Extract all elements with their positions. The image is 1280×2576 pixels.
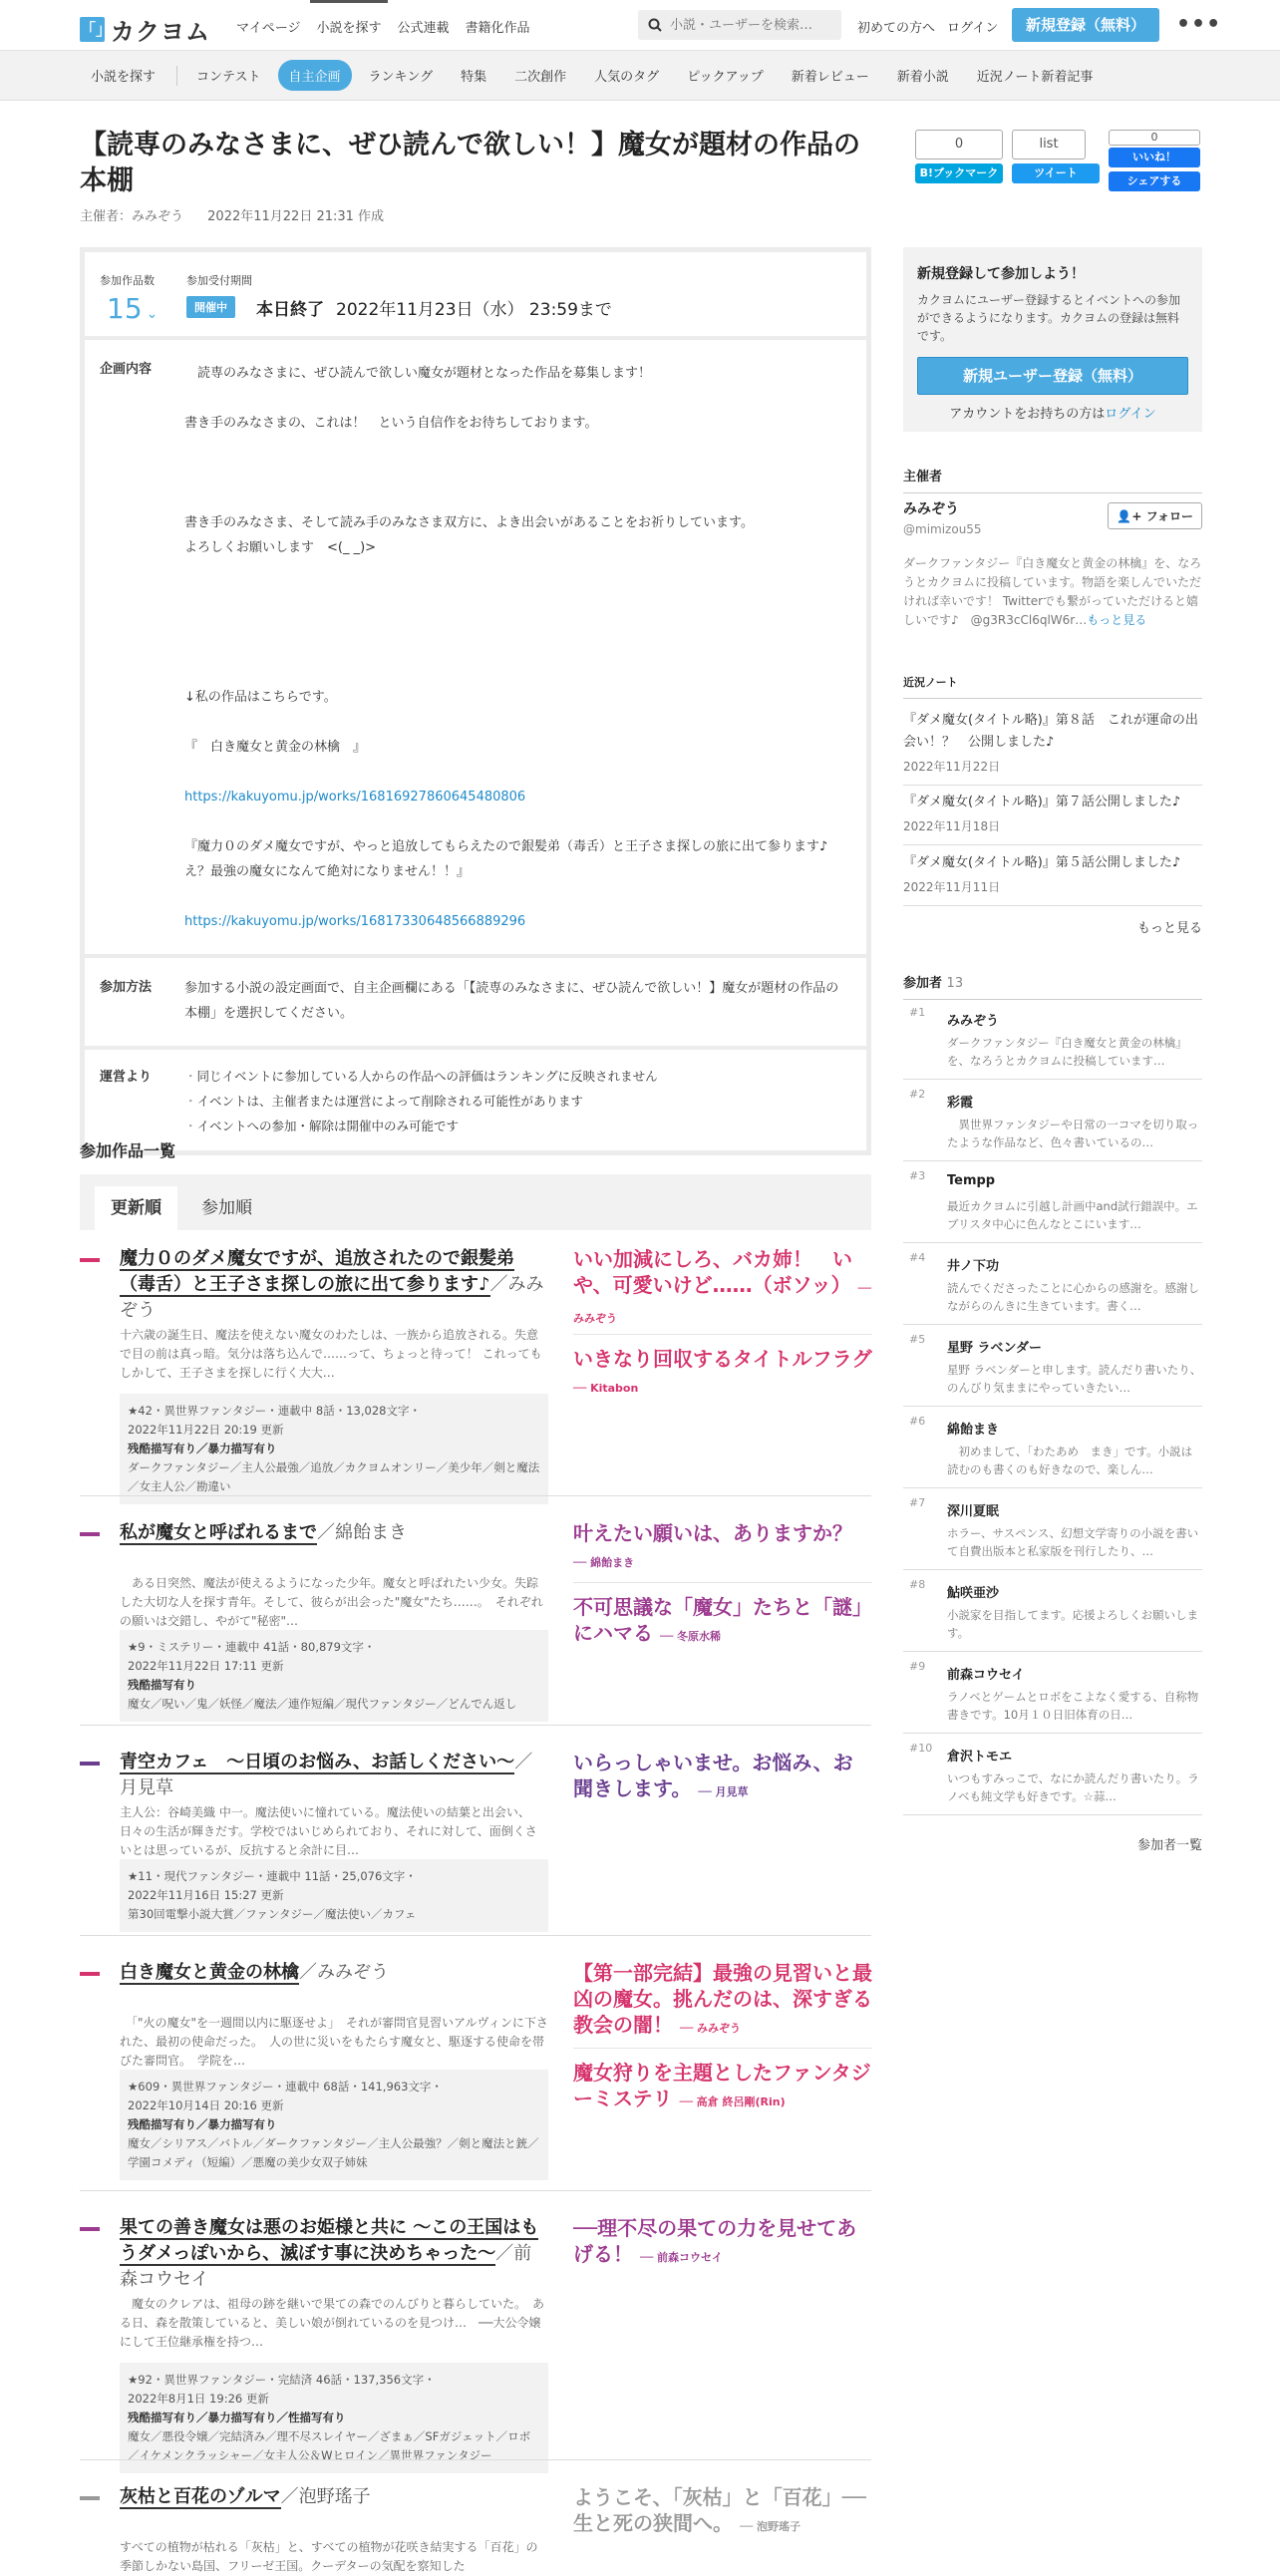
join-login-link[interactable]: ログイン — [1105, 407, 1156, 422]
catch-author: ── 高倉 終呂剛(Rin) — [679, 2095, 786, 2108]
participant-desc: いつもすみっこで、なにか読んだり書いたり。ラノベも純文学も好きです。☆蒜… — [947, 1771, 1199, 1803]
participant-item[interactable] — [903, 1409, 1202, 1488]
note-item[interactable] — [903, 792, 1202, 845]
work-meta-box — [120, 1394, 548, 1504]
work-title-link[interactable]: 灰枯と百花のゾルマ — [120, 2486, 281, 2507]
description-line — [184, 386, 846, 411]
logo[interactable] — [80, 12, 210, 47]
note-title[interactable]: 『ダメ魔女(タイトル略)』第８話 これが運命の出会い！？ 公開しました♪ — [903, 713, 1198, 750]
work-divider — [80, 2190, 871, 2191]
event-info-box — [80, 247, 871, 1155]
created-date: 2022年11月22日 21:31 作成 — [207, 209, 385, 224]
entry-count-value: 15 — [107, 292, 143, 325]
participant-desc: ダークファンタジー『白き魔女と黄金の林檎』を、なろうとカクヨムに投稿しています… — [947, 1036, 1187, 1068]
work-author[interactable]: ／泡野瑤子 — [280, 2486, 371, 2507]
catch-text: ようこそ、「灰枯」と「百花」──生と死の狭間へ。 — [573, 2485, 866, 2535]
participant-rank: #5 — [909, 1333, 926, 1346]
nav-books[interactable]: 書籍化作品 — [465, 21, 530, 36]
participant-name[interactable]: 鮎咲亜沙 — [947, 1586, 1000, 1601]
method-label: 参加方法 — [100, 980, 153, 995]
subnav-ranking[interactable]: ランキング — [368, 70, 434, 85]
hatena-widget — [915, 130, 1003, 183]
catch-divider — [573, 1334, 872, 1335]
participant-item[interactable] — [903, 1245, 1202, 1325]
participants-all-link[interactable]: 参加者一覧 — [1136, 1838, 1202, 1853]
description-line: 『 白き魔女と黄金の林檎 』 — [184, 740, 367, 755]
notes-heading: 近況ノート — [903, 674, 1202, 699]
work-warnings: 残酷描写有り／暴力描写有り — [128, 1442, 277, 1455]
participant-desc: ラノベとゲームとロボをこよなく愛する、自称物書きです。10月１０日旧体育の日… — [947, 1690, 1199, 1722]
participant-name[interactable]: 深川夏眠 — [947, 1504, 1000, 1519]
work-meta-box — [120, 2363, 548, 2473]
work-meta-box — [120, 2070, 548, 2180]
note-item[interactable] — [903, 852, 1202, 906]
work-title-row — [120, 2484, 548, 2510]
participants-heading — [903, 972, 1202, 1000]
participant-item[interactable] — [903, 1163, 1202, 1243]
follow-user-icon: 👤+ — [1117, 509, 1142, 523]
participant-rank: #10 — [909, 1742, 933, 1755]
join-box — [903, 247, 1202, 432]
register-button[interactable]: 新規登録（無料） — [1012, 8, 1159, 42]
participant-item[interactable] — [903, 1736, 1202, 1815]
description-line — [184, 461, 846, 485]
description-line: 書き手のみなさまの、これは！ という自信作をお待ちしております。 — [184, 416, 598, 431]
work-tags[interactable]: 魔女／シリアス／バトル／ダークファンタジー／主人公最強？／剣と魔法と銃／学園コメディ（短編）／悪魔の美少女双子姉妹 — [128, 2136, 539, 2169]
logo-text: カクヨム — [111, 18, 210, 46]
ends-today: 本日終了 — [256, 300, 324, 320]
participant-name[interactable]: 倉沢トモエ — [947, 1750, 1013, 1765]
description-line — [184, 635, 846, 660]
work-divider — [80, 1725, 871, 1726]
description-line — [184, 436, 846, 461]
participants-count: 13 — [946, 976, 964, 991]
work-updated: 2022年8月1日 19:26 更新 — [128, 2392, 269, 2406]
work-title-row — [120, 1960, 548, 1986]
logo-mark: 「」 — [80, 17, 105, 42]
page-title: 【読専のみなさまに、ぜひ読んで欲しい！】魔女が題材の作品の本棚 — [80, 130, 860, 196]
work-color-bar — [80, 2496, 100, 2500]
period-label: 参加受付期間 — [186, 274, 252, 287]
work-description: 十六歳の誕生日、魔法を使えない魔女のわたしは、一族から追放される。失意で目の前は真っ暗。気分は落ち込んで……って、ちょっと待って！ これってもしかして、王子さまを探しに行く大大… — [120, 1328, 542, 1380]
note-date: 2022年11月22日 — [903, 760, 1001, 774]
catchphrase[interactable] — [573, 1246, 872, 1332]
catchphrase[interactable] — [573, 1960, 872, 2042]
work-description: すべての植物が枯れる「灰枯」と、すべての植物が花咲き結実する「百花」の季節しかない島国、フリーゼ王国。クーデターの気配を察知した — [120, 2540, 538, 2573]
work-author[interactable]: ／前森コウセイ — [120, 2243, 532, 2290]
note-date: 2022年11月11日 — [903, 880, 1001, 894]
work-warnings: 残酷描写有り — [128, 1678, 196, 1692]
subnav-fanworks[interactable]: 二次創作 — [514, 70, 567, 85]
description-line — [184, 760, 846, 785]
work-divider — [80, 1935, 871, 1936]
participant-name[interactable]: 彩霞 — [947, 1096, 974, 1111]
join-login-text: アカウントをお持ちの方は — [949, 407, 1106, 422]
work-description: 主人公：谷崎美織 中一。魔法使いに憧れている。魔法使いの結葉と出会い、日々の生活が輝きだす。学校ではいじめられており、それに対して、面倒くさいとは思っているが、反抗すると余計に目… — [120, 1805, 537, 1857]
catch-divider — [573, 1582, 872, 1583]
note-item[interactable] — [903, 710, 1202, 786]
subnav-popular-tags[interactable]: 人気のタグ — [594, 70, 660, 85]
participant-name[interactable]: 星野 ラベンダー — [947, 1341, 1043, 1356]
admin-note: ・ イベントは、主催者または運営によって削除される可能性があります — [184, 1089, 846, 1114]
works-tabs — [80, 1174, 871, 1230]
work-updated: 2022年11月16日 15:27 更新 — [128, 1888, 284, 1902]
host-card — [903, 498, 1202, 630]
catch-text: ──理不尽の果ての力を見せてあげる！ — [573, 2216, 857, 2266]
host-id: @mimizou55 — [903, 522, 982, 536]
work-author[interactable]: ／綿飴まき — [317, 1522, 407, 1543]
event-description — [184, 358, 846, 934]
fb-like-button[interactable]: いいね！ — [1109, 148, 1200, 167]
participant-desc: 初めまして、「わたあめ まき」です。小説は読むのも書くのも好きなので、楽しん… — [947, 1445, 1193, 1476]
description-line: ↓私の作品はこちらです。 — [184, 690, 337, 705]
facebook-widget — [1109, 130, 1200, 191]
sub-nav — [0, 51, 1280, 101]
search-icon — [648, 18, 662, 32]
subnav-new-notes[interactable]: 近況ノート新着記事 — [976, 70, 1094, 85]
follow-button[interactable] — [1108, 502, 1202, 529]
work-title-link[interactable]: 私が魔女と呼ばれるまで — [120, 1522, 317, 1543]
catch-author: ── 綿飴まき — [573, 1556, 635, 1569]
subnav-features[interactable]: 特集 — [461, 70, 487, 85]
status-badge: 開催中 — [186, 296, 235, 318]
work-url-link[interactable]: https://kakuyomu.jp/works/16817330648566889296 — [184, 914, 526, 929]
catchphrase[interactable] — [573, 2484, 872, 2540]
work-color-bar — [80, 1972, 100, 1976]
participant-desc: 小説家を目指してます。応援よろしくお願いします。 — [947, 1608, 1199, 1640]
subnav-new-novels[interactable]: 新着小説 — [896, 70, 949, 85]
participant-rank: #3 — [909, 1169, 926, 1182]
participant-item[interactable] — [903, 1327, 1202, 1407]
catchphrase[interactable] — [573, 1594, 872, 1650]
count-label: 参加作品数 — [100, 274, 155, 287]
admin-notes — [184, 1064, 846, 1138]
participant-rank: #7 — [909, 1496, 926, 1509]
work-stats: ★9・ミステリー・連載中 41話・80,879文字・ — [128, 1640, 376, 1654]
participant-rank: #4 — [909, 1251, 926, 1264]
subnav-divider — [176, 66, 177, 86]
page-meta — [80, 205, 404, 224]
participant-name[interactable]: Tempp — [947, 1173, 996, 1188]
host-desc-text: ダークファンタジー『白き魔女と黄金の林檎』を、なろうとカクヨムに投稿しています。物語を楽しんでいただければ幸いです！ Twitterでも繋がっていただけると嬉しいです♪ @g3R3cCl6qlW6r… — [903, 556, 1202, 627]
work-author[interactable]: ／月見草 — [120, 1752, 533, 1798]
participants-label: 参加者 — [903, 976, 943, 991]
list-widget — [1012, 130, 1100, 183]
login-link[interactable]: ログイン — [947, 21, 999, 36]
work-color-bar — [80, 2227, 100, 2231]
participant-item[interactable] — [903, 1654, 1202, 1734]
participant-name[interactable]: 綿飴まき — [947, 1423, 1000, 1438]
description-line — [184, 585, 846, 610]
work-color-bar — [80, 1258, 100, 1262]
hatena-count: 0 — [915, 130, 1003, 160]
work-title-link[interactable]: 青空カフェ ～日頃のお悩み、お話しください～ — [120, 1752, 515, 1772]
global-nav — [230, 0, 540, 51]
catch-author: ── みみぞう — [573, 1282, 871, 1325]
participant-rank: #8 — [909, 1578, 926, 1591]
work-stats: ★609・異世界ファンタジー・連載中 68話・141,963文字・ — [128, 2080, 443, 2093]
event-admin-section — [85, 1050, 866, 1150]
tab-updated[interactable]: 更新順 — [95, 1186, 177, 1230]
work-tags[interactable]: 魔女／悪役令嬢／完結済み／理不尽スレイヤー／ざまぁ／SFガジェット／ロボ／イケメンクラッシャー／女主人公＆Wヒロイン／異世界ファンタジー — [128, 2429, 531, 2462]
description-line — [184, 485, 846, 510]
work-title-link[interactable]: 果ての善き魔女は悪のお姫様と共に ～この王国はもうダメっぽいから、滅ぼす事に決めちゃった～ — [120, 2217, 539, 2264]
note-title[interactable]: 『ダメ魔女(タイトル略)』第５話公開しました♪ — [903, 855, 1181, 870]
description-line: 『魔力０のダメ魔女ですが、やっと追放してもらえたので銀髪弟（毒舌）と王子さま探しの旅に出て参ります♪ え？最強の魔女になんて絶対になりません！！』 — [184, 839, 841, 879]
first-time-link[interactable]: 初めての方へ — [857, 21, 936, 36]
catch-author: ── みみぞう — [679, 2022, 742, 2035]
catch-text: 不可思議な「魔女」たちと「謎」にハマる — [573, 1595, 872, 1645]
participant-item[interactable] — [903, 1000, 1202, 1080]
participant-rank: #1 — [909, 1006, 926, 1019]
description-line — [184, 884, 846, 909]
participant-name[interactable]: みみぞう — [947, 1014, 1000, 1029]
host-description — [903, 554, 1202, 630]
event-header — [85, 252, 866, 340]
participant-item[interactable] — [903, 1490, 1202, 1570]
catch-text: いきなり回収するタイトルフラグ — [573, 1347, 872, 1371]
join-register-button[interactable]: 新規ユーザー登録（無料） — [917, 357, 1188, 395]
follow-label: フォロー — [1145, 509, 1193, 523]
work-description: 「"火の魔女"を一週間以内に駆逐せよ」 それが審問官見習いアルヴィンに下された、最初の使命だった。 人の世に災いをもたらす魔女と、駆逐する使命を帯びた審問官。 学院を… — [120, 2016, 548, 2068]
participant-item[interactable] — [903, 1572, 1202, 1652]
nav-find-novels[interactable]: 小説を探す — [310, 0, 387, 51]
join-text: カクヨムにユーザー登録するとイベントへの参加ができるようになります。カクヨムの登録は無料です。 — [917, 293, 1181, 343]
admin-label: 運営より — [100, 1070, 153, 1085]
participant-desc: 読んでくださったことに心からの感謝を。感謝しながらのんきに生きています。書く… — [947, 1281, 1199, 1313]
search-input[interactable] — [670, 18, 829, 33]
work-stats: ★11・現代ファンタジー・連載中 11話・25,076文字・ — [128, 1869, 417, 1883]
description-line: 書き手のみなさま、そして読み手のみなさま双方に、よき出会いがあることをお祈りしています。 — [184, 515, 754, 530]
work-color-bar — [80, 1762, 100, 1766]
work-author[interactable]: ／みみぞう — [120, 1274, 544, 1321]
subnav-find[interactable]: 小説を探す — [91, 70, 157, 85]
note-title[interactable]: 『ダメ魔女(タイトル略)』第７話公開しました♪ — [903, 795, 1181, 809]
participant-desc: 最近カクヨムに引越し計画中and試行錯誤中。エブリスタ中心に色んなとこにいます… — [947, 1199, 1198, 1231]
participant-rank: #6 — [909, 1415, 926, 1428]
search-box[interactable] — [638, 10, 841, 40]
work-tags[interactable]: 第30回電撃小説大賞／ファンタジー／魔法使い／カフェ — [128, 1907, 417, 1921]
work-title-link[interactable]: 白き魔女と黄金の林檎 — [120, 1962, 299, 1983]
list-box[interactable]: list — [1012, 130, 1086, 160]
host-more-link[interactable]: もっと見る — [1087, 613, 1147, 627]
catch-text: いらっしゃいませ。お悩み、お聞きします。 — [573, 1751, 853, 1800]
end-date — [256, 295, 612, 320]
subnav-new-reviews[interactable]: 新着レビュー — [791, 70, 869, 85]
method-text: 参加する小説の設定画面で、自主企画欄にある「【読専のみなさまに、ぜひ読んで欲しい！】魔女が題材の作品の本棚」を選択してください。 — [184, 981, 839, 1021]
works-heading: 参加作品一覧 — [80, 1141, 176, 1160]
catchphrase[interactable] — [573, 2215, 872, 2271]
subnav-contest[interactable]: コンテスト — [196, 70, 261, 85]
catch-author: ── 前森コウセイ — [639, 2251, 723, 2264]
description-line: よろしくお願いします <(_ _)> — [184, 540, 377, 555]
catch-author: ── 冬原水稀 — [659, 1630, 722, 1643]
catch-author: ── 月見草 — [698, 1785, 749, 1798]
catch-divider — [573, 2048, 872, 2049]
more-menu-icon[interactable]: ••• — [1176, 12, 1222, 37]
work-title-row — [120, 1520, 548, 1546]
entry-count[interactable] — [107, 292, 158, 325]
description-line — [184, 809, 846, 834]
work-title-row — [120, 1750, 548, 1801]
work-updated: 2022年11月22日 17:11 更新 — [128, 1659, 284, 1673]
work-divider — [80, 1495, 871, 1496]
work-updated: 2022年10月14日 20:16 更新 — [128, 2098, 284, 2112]
fb-count: 0 — [1109, 130, 1200, 146]
description-line: 読専のみなさまに、ぜひ読んで欲しい魔女が題材となった作品を募集します！ — [184, 366, 652, 381]
note-date: 2022年11月18日 — [903, 819, 1001, 833]
work-title-link[interactable]: 魔力０のダメ魔女ですが、追放されたので銀髪弟（毒舌）と王子さま探しの旅に出て参ります♪ — [120, 1248, 514, 1295]
work-url-link[interactable]: https://kakuyomu.jp/works/16816927860645480806 — [184, 790, 526, 805]
description-line — [184, 710, 846, 735]
work-title-row — [120, 1246, 548, 1324]
participant-desc: 異世界ファンタジーや日常の一コマを切り取ったような作品など、色々書いているの… — [947, 1118, 1199, 1149]
join-login — [917, 403, 1188, 422]
work-warnings: 残酷描写有り／暴力描写有り — [128, 2117, 277, 2131]
work-title-row — [120, 2215, 548, 2293]
catchphrase[interactable] — [573, 1750, 872, 1805]
description-line — [184, 610, 846, 635]
fb-share-button[interactable]: シェアする — [1109, 171, 1200, 191]
organizer-label[interactable]: 主催者：みみぞう — [80, 209, 184, 224]
work-description: ある日突然、魔法が使えるようになった少年。魔女と呼ばれたい少女。失踪した大切な人を探す青年。そして、彼らが出会った"魔女"たち……。 それぞれの願いは交錯し、やがて"秘密"… — [120, 1576, 543, 1628]
global-header — [0, 0, 1280, 51]
admin-note: ・ イベントへの参加・解除は開催中のみ可能です — [184, 1114, 846, 1138]
nav-mypage[interactable]: マイページ — [236, 21, 301, 36]
catch-text: いい加減にしろ、バカ姉！ いや、可愛いけど……（ボソッ） — [573, 1247, 852, 1297]
catch-text: 【第一部完結】最強の見習いと最凶の魔女。挑んだのは、深すぎる教会の闇！ — [573, 1961, 872, 2037]
work-description: 魔女のクレアは、祖母の跡を継いで果ての森でのんびりと暮らしていた。 ある日、森を散策していると、美しい娘が倒れているのを見つけ… ──大公令嬢にして王位継承権を持つ… — [120, 2297, 545, 2349]
join-title: 新規登録して参加しよう！ — [917, 266, 1085, 282]
hatena-bookmark-button[interactable]: B!ブックマーク — [915, 163, 1003, 183]
participant-desc: 星野 ラベンダーと申します。読んだり書いたり、のんびり気ままにやっていきたい… — [947, 1363, 1202, 1395]
end-date-value: 2022年11月23日（水） 23:59まで — [336, 300, 612, 320]
work-stats: ★42・異世界ファンタジー・連載中 8話・13,028文字・ — [128, 1404, 421, 1418]
tweet-button[interactable]: ツイート — [1012, 163, 1100, 183]
work-tags[interactable]: 魔女／呪い／鬼／妖怪／魔法／連作短編／現代ファンタジー／どんでん返し — [128, 1697, 517, 1711]
host-heading: 主催者 — [903, 466, 1202, 493]
participant-name[interactable]: 前森コウセイ — [947, 1668, 1025, 1683]
work-updated: 2022年11月22日 20:19 更新 — [128, 1423, 284, 1437]
catch-author: ── 泡野瑤子 — [739, 2520, 801, 2533]
host-name[interactable]: みみぞう — [903, 501, 959, 517]
catch-text: 叶えたい願いは、ありますか？ — [573, 1521, 852, 1545]
event-content-section — [85, 340, 866, 958]
admin-note: ・ 同じイベントに参加している人からの作品への評価はランキングに反映されません — [184, 1064, 846, 1089]
subnav-pickup[interactable]: ピックアップ — [687, 70, 764, 85]
catch-text: 魔女狩りを主題としたファンタジーミステリ — [573, 2061, 871, 2110]
content-label: 企画内容 — [100, 362, 153, 377]
work-meta-box — [120, 1859, 548, 1932]
work-tags[interactable]: ダークファンタジー／主人公最強／追放／カクヨムオンリー／美少年／剣と魔法／女主人公／勘違い — [128, 1460, 540, 1493]
catchphrase[interactable] — [573, 2060, 872, 2115]
participant-rank: #2 — [909, 1088, 926, 1101]
subnav-user-events[interactable]: 自主企画 — [278, 60, 352, 91]
work-meta-box — [120, 1630, 548, 1722]
catch-author: ── Kitabon — [573, 1382, 639, 1395]
event-method-section — [85, 958, 866, 1050]
notes-more-link[interactable]: もっと見る — [1136, 921, 1202, 936]
tab-joined[interactable]: 参加順 — [201, 1198, 252, 1218]
work-warnings: 残酷描写有り／暴力描写有り／性描写有り — [128, 2411, 346, 2424]
catchphrase[interactable] — [573, 1346, 872, 1402]
nav-official[interactable]: 公式連載 — [397, 21, 450, 36]
participant-name[interactable]: 井ノ下功 — [947, 1259, 1000, 1274]
work-color-bar — [80, 1532, 100, 1536]
catchphrase[interactable] — [573, 1520, 872, 1576]
description-line — [184, 560, 846, 585]
work-stats: ★92・異世界ファンタジー・完結済 46話・137,356文字・ — [128, 2373, 436, 2387]
work-divider — [80, 2459, 871, 2460]
work-author[interactable]: ／みみぞう — [299, 1962, 389, 1983]
participant-rank: #9 — [909, 1660, 926, 1673]
description-line — [184, 660, 846, 685]
participant-desc: ホラー、サスペンス、幻想文学寄りの小説を書いて自費出版本と私家版を刊行したり、… — [947, 1526, 1199, 1558]
participant-item[interactable] — [903, 1082, 1202, 1161]
chevron-down-icon: ⌄ — [146, 306, 159, 322]
